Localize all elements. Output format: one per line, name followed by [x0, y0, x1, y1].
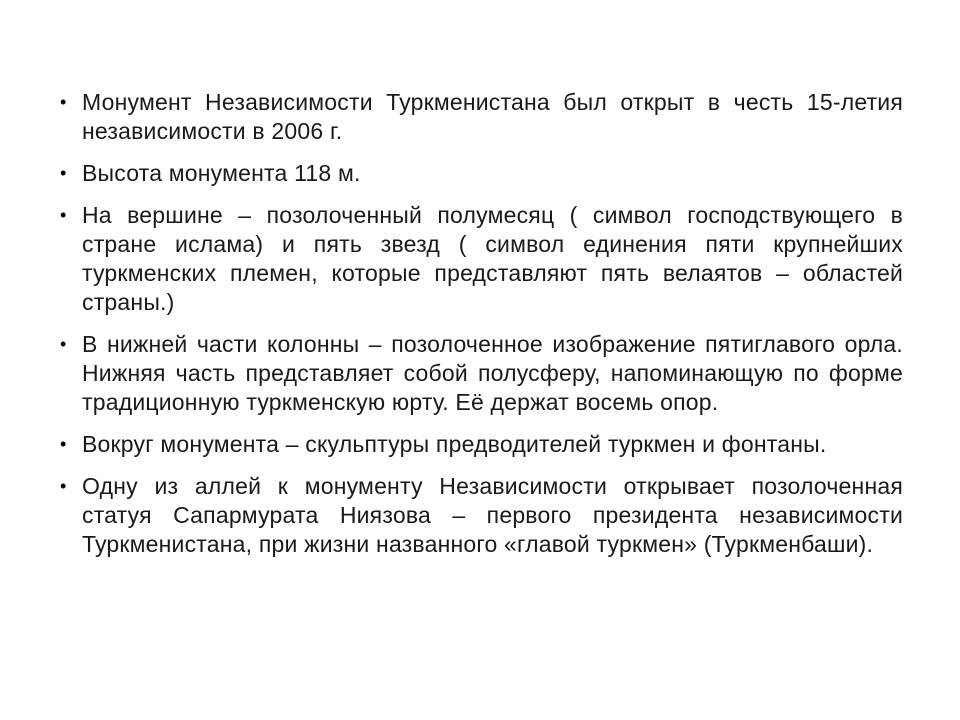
- bullet-text: Одну из аллей к монументу Независимости открывает позолоченная статуя Сапармурата Ниязова – первого президента независимости Туркменистана, при жизни названного «главой туркмен» (Туркменбаши).: [82, 473, 903, 557]
- bullet-text: На вершине – позолоченный полумесяц ( символ господствующего в стране ислама) и пять звезд ( символ единения пяти крупнейших туркменских племен, которые представляют пять велаятов – областей страны.): [82, 202, 903, 315]
- bullet-icon: •: [60, 163, 67, 183]
- list-item: [58, 201, 903, 317]
- bullet-icon: •: [60, 205, 67, 225]
- list-item: [58, 472, 903, 559]
- bullet-text: В нижней части колонны – позолоченное изображение пятиглавого орла. Нижняя часть представляет собой полусферу, напоминающую по форме традиционную туркменскую юрту. Её держат восемь опор.: [82, 331, 903, 415]
- bullet-icon: •: [60, 476, 67, 496]
- bullet-text: Монумент Независимости Туркменистана был открыт в честь 15-летия независимости в 2006 г.: [82, 89, 903, 144]
- bullet-icon: •: [60, 334, 67, 354]
- bullet-text: Высота монумента 118 м.: [82, 160, 361, 186]
- list-item: [58, 330, 903, 417]
- list-item: [58, 88, 903, 146]
- bullet-icon: •: [60, 92, 67, 112]
- bullet-list: [58, 88, 903, 559]
- list-item: [58, 430, 903, 459]
- bullet-text: Вокруг монумента – скульптуры предводителей туркмен и фонтаны.: [82, 431, 827, 457]
- bullet-icon: •: [60, 434, 67, 454]
- list-item: [58, 159, 903, 188]
